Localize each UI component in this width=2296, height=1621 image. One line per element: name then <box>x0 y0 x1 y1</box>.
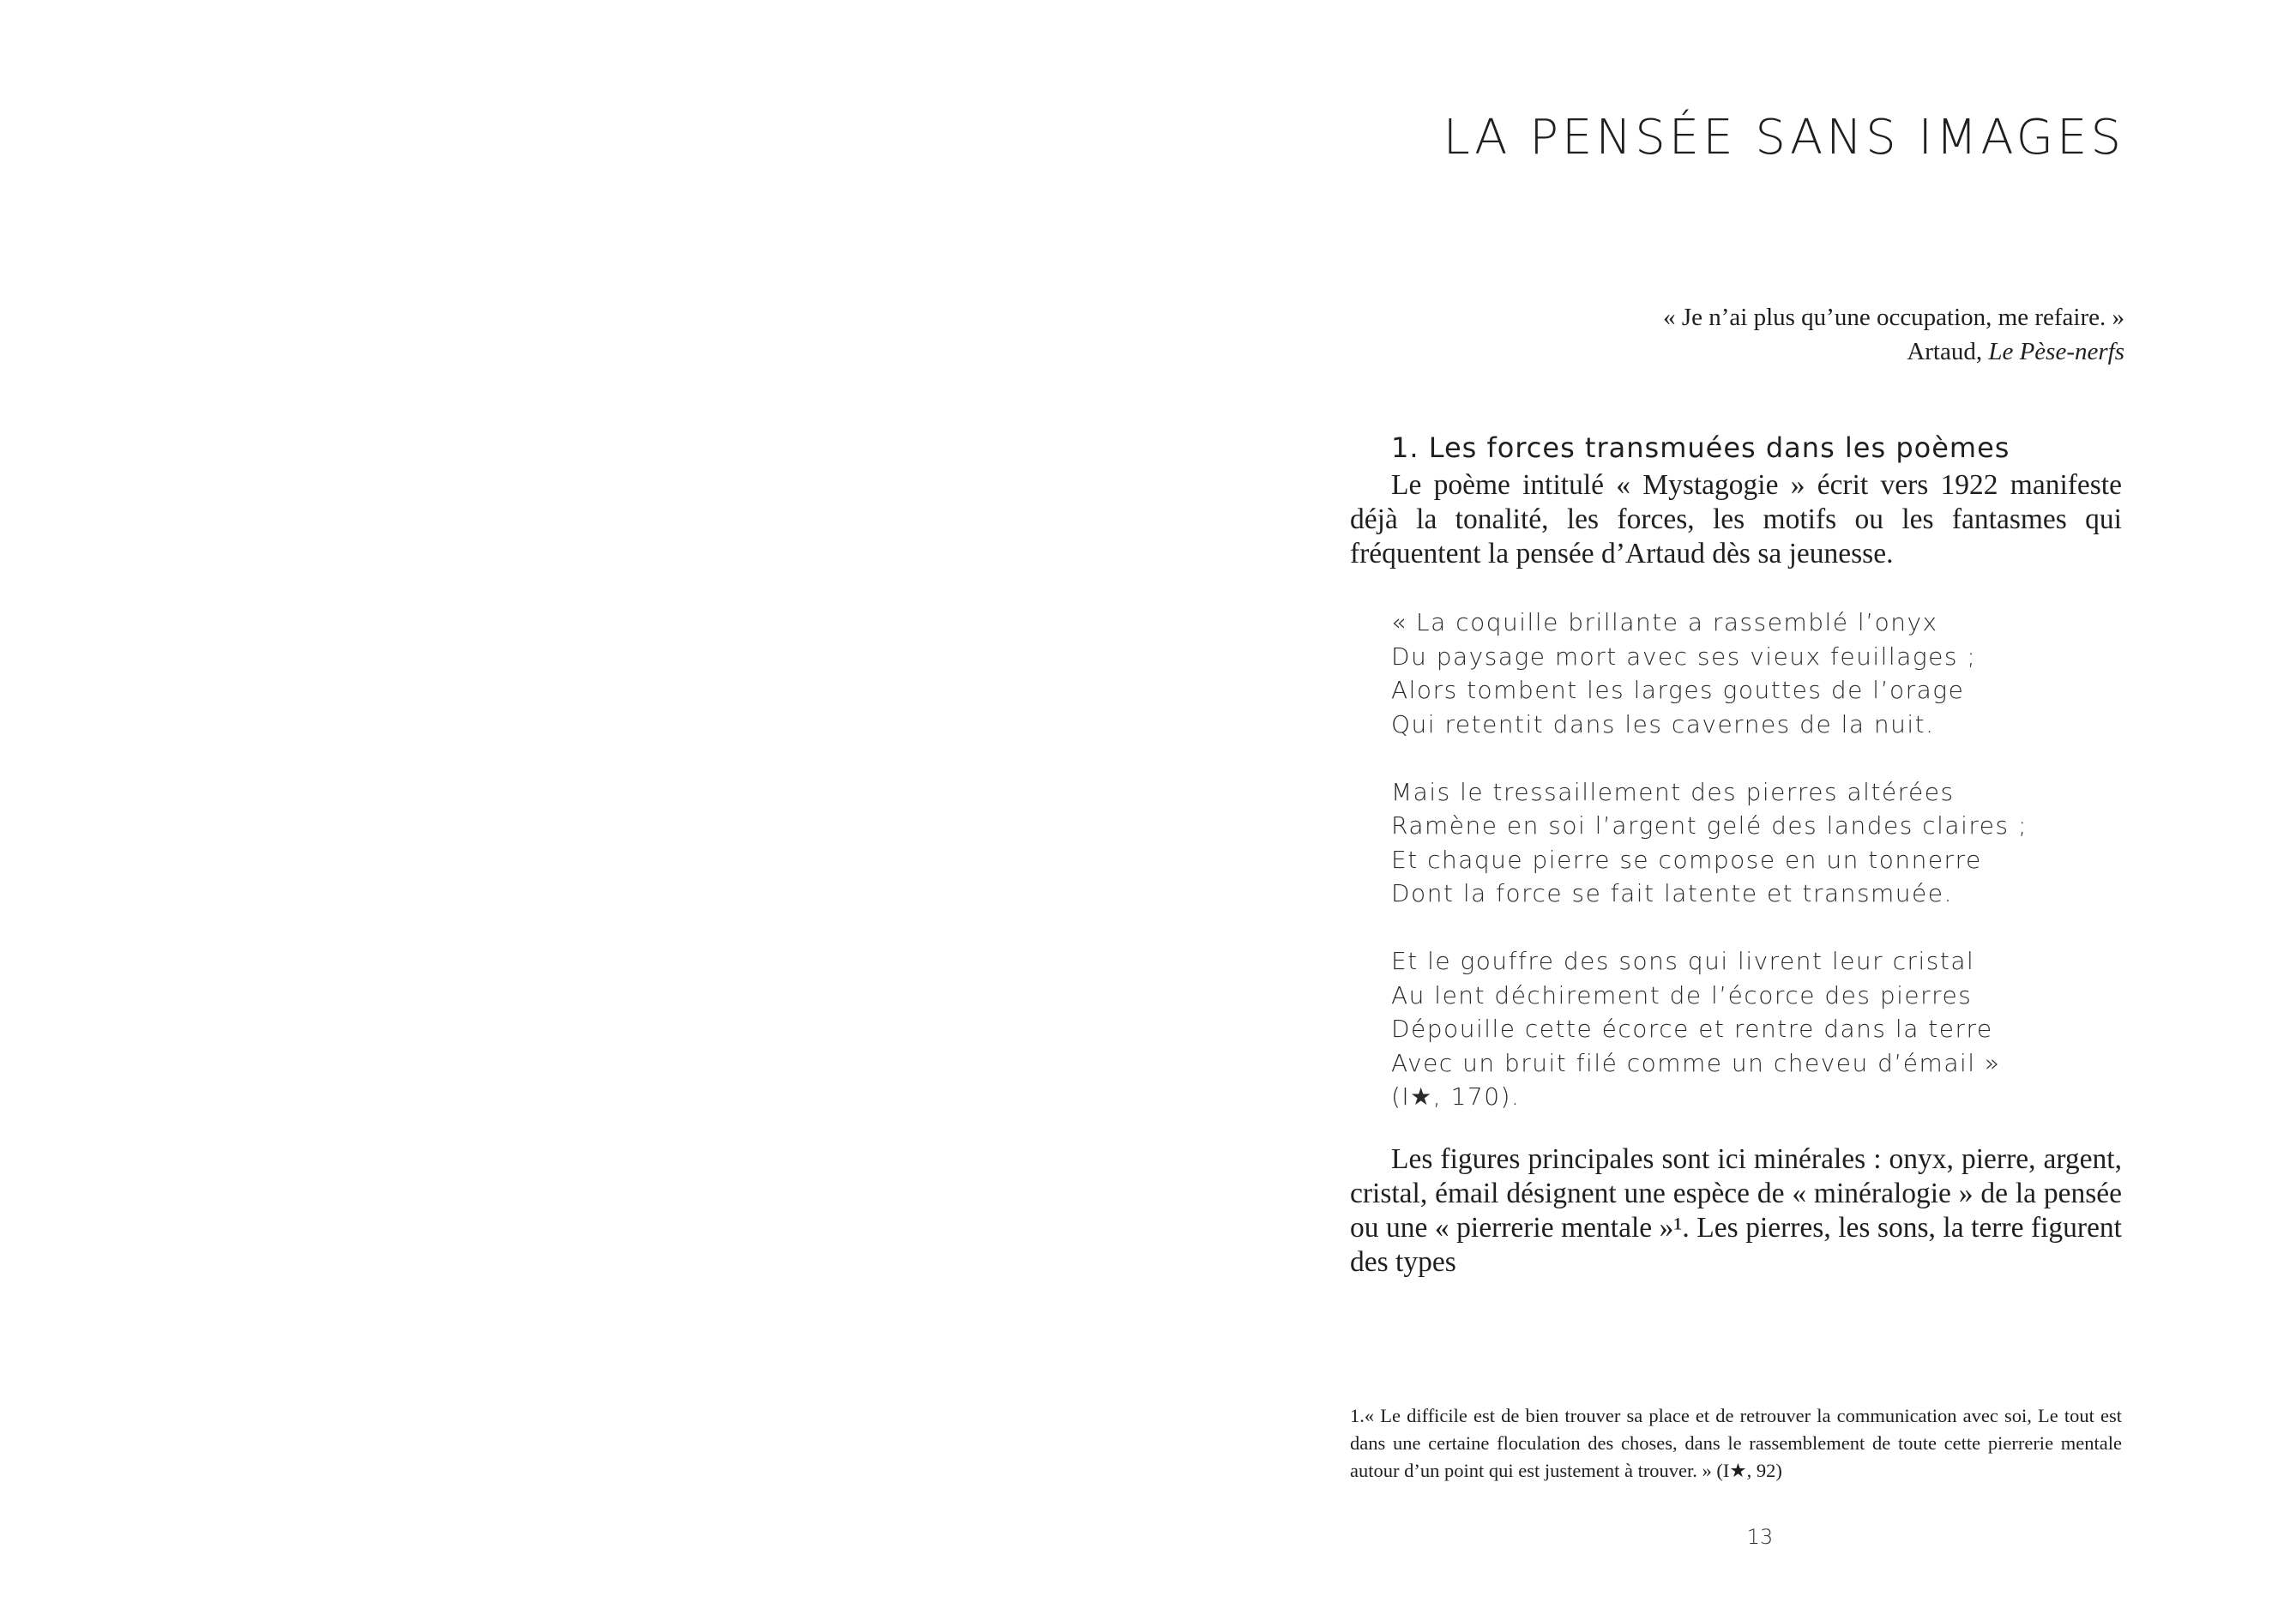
poem-line: Ramène en soi l’argent gelé des landes claires ; <box>1391 811 2028 840</box>
poem-line: Et le gouffre des sons qui livrent leur cristal <box>1391 947 1975 975</box>
chapter-title: LA PENSÉE SANS IMAGES <box>1443 110 2124 166</box>
epigraph <box>1663 300 2124 369</box>
footnote-1: 1.« Le difficile est de bien trouver sa place et de retrouver la communication avec soi, Le tout est dans une certaine floculation des choses, dans le rassemblement de toute cette pierrerie mentale autour d’un point qui est justement à trouver. » (I★, 92) <box>1350 1405 2122 1481</box>
poem-line: « La coquille brillante a rassemblé l’onyx <box>1391 608 1938 636</box>
epigraph-attribution <box>1663 334 2124 369</box>
poem-line: Et chaque pierre se compose en un tonnerre <box>1391 845 1982 874</box>
poem-line: Dépouille cette écorce et rentre dans la terre <box>1391 1015 1993 1043</box>
epigraph-work: Le Pèse-nerfs <box>1988 338 2124 365</box>
body-paragraph-2: Les figures principales sont ici minérales : onyx, pierre, argent, cristal, émail désignent une espèce de « minéralogie » de la pensée ou une « pierrerie mentale »¹. Les pierres, les sons, la terre figurent des types <box>1350 1143 2122 1278</box>
epigraph-quote: « Je n’ai plus qu’une occupation, me refaire. » <box>1663 304 2124 331</box>
page-number: 13 <box>1746 1525 1774 1549</box>
poem-line: Dont la force se fait latente et transmuée. <box>1391 879 1953 907</box>
poem-stanza-1 <box>1391 606 2028 741</box>
poem-line: Avec un bruit filé comme un cheveu d’émail » <box>1391 1048 2001 1077</box>
poem-stanza-2 <box>1391 775 2028 911</box>
poem-line: Au lent déchirement de l’écorce des pierres <box>1391 980 1973 1009</box>
section-heading: 1. Les forces transmuées dans les poèmes <box>1391 431 2010 464</box>
body-paragraph-1: Le poème intitulé « Mystagogie » écrit vers 1922 manifeste déjà la tonalité, les forces, les motifs ou les fantasmes qui fréquentent la pensée d’Artaud dès sa jeunesse. <box>1350 469 2122 569</box>
poem-stanza-3 <box>1391 944 2028 1114</box>
poem-line: Qui retentit dans les cavernes de la nuit. <box>1391 709 1935 738</box>
poem-line: Du paysage mort avec ses vieux feuillages ; <box>1391 642 1977 671</box>
right-page <box>1148 0 2296 1621</box>
epigraph-author: Artaud, <box>1907 338 1989 365</box>
poem-line: Mais le tressaillement des pierres altérées <box>1391 777 1955 806</box>
poem-line: Alors tombent les larges gouttes de l’orage <box>1391 676 1965 704</box>
poem-quote <box>1391 606 2028 1114</box>
poem-citation: (I★, 170). <box>1391 1082 1521 1111</box>
